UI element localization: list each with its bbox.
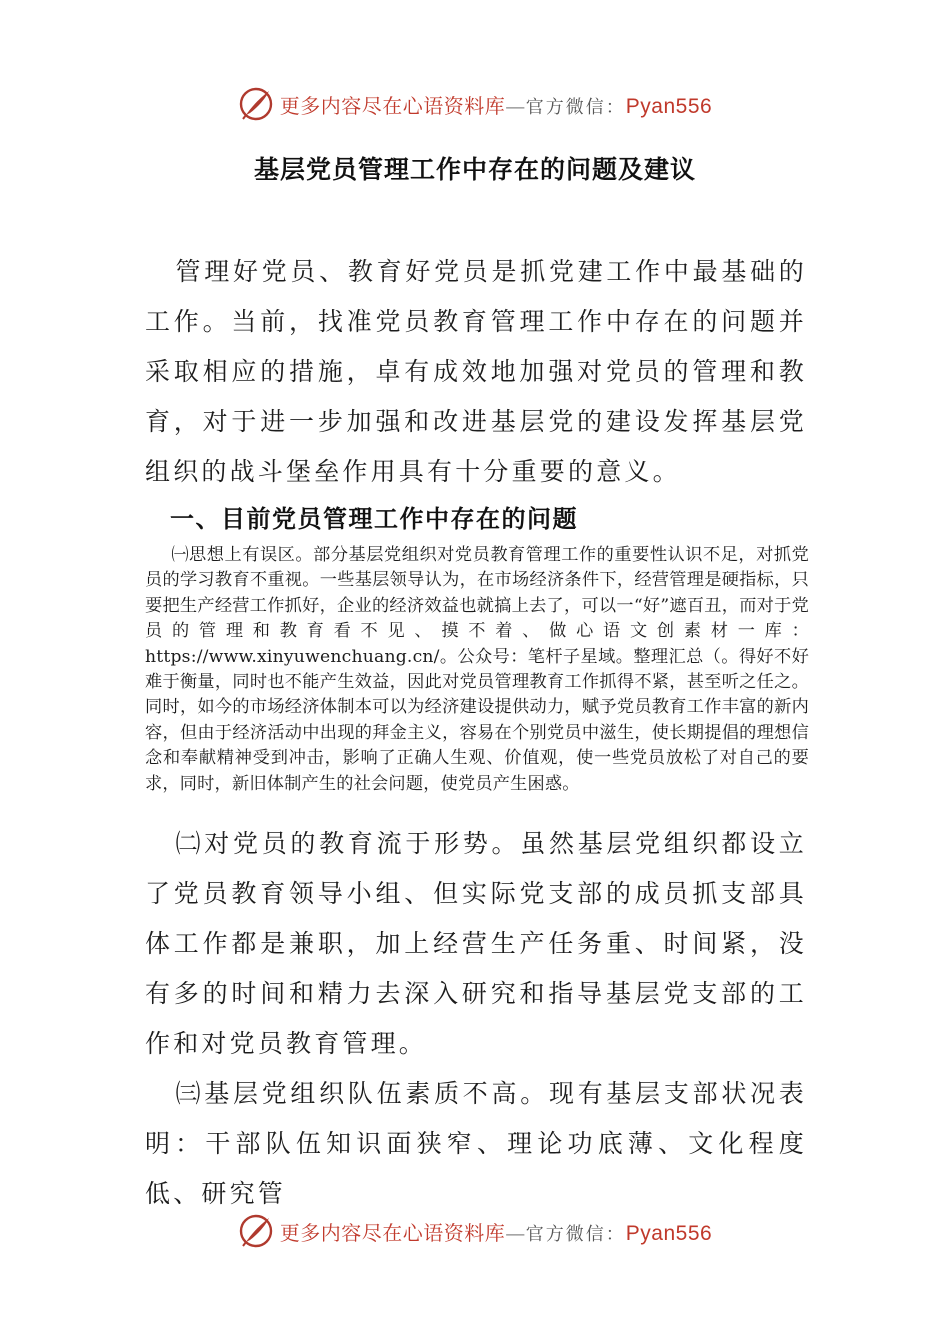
point-1-text: ㈠思想上有误区。部分基层党组织对党员教育管理工作的重要性认识不足，对抓党员的学习教育不重视。一些基层领导认为，在市场经济条件下，经营管理是硬指标，只要把生产经营工作抓好，企业的经济效益也就搞上去了，可以一“好”遮百丑，而对于党员的管理和教育看不见、摸不着、做心语文创素材一库：https://www.xinyuwenchuang.cn/。公众号：笔杆子星域。整理汇总（。得好不好难于衡量，同时也不能产生效益，因此对党员管理教育工作抓得不紧，甚至听之任之。同时，如今的市场经济体制本可以为经济建设提供动力，赋予党员教育工作丰富的新内容，但由于经济活动中出现的拜金主义，容易在个别党员中滋生，使长期提倡的理想信念和奉献精神受到冲击，影响了正确人生观、价值观，使一些党员放松了对自己的要求，同时，新旧体制产生的社会问题，使党员产生困惑。 [145, 545, 809, 794]
banner-wechat-id: Pyan556 [625, 94, 713, 118]
point-1-paragraph [145, 543, 809, 797]
section-heading: 一、目前党员管理工作中存在的问题 [170, 505, 578, 533]
banner-official: 官方微信： [525, 96, 626, 118]
point-3-paragraph [145, 1069, 807, 1219]
header-banner [0, 82, 950, 126]
footer-banner [0, 1209, 950, 1253]
document-title: 基层党员管理工作中存在的问题及建议 [253, 155, 696, 184]
banner-text [280, 90, 712, 119]
point-2-paragraph [145, 819, 807, 1069]
intro-paragraph [145, 247, 807, 497]
point-2-text: ㈡对党员的教育流于形势。虽然基层党组织都设立了党员教育领导小组、但实际党支部的成员抓支部具体工作都是兼职，加上经营生产任务重、时间紧，没有多的时间和精力去深入研究和指导基层党支部的工作和对党员教育管理。 [145, 829, 807, 1058]
quill-pen-logo-icon [238, 86, 274, 122]
banner-prefix: 更多内容尽在心语资料库 [279, 1220, 506, 1245]
banner-prefix: 更多内容尽在心语资料库 [279, 93, 506, 118]
banner-dash: — [505, 93, 526, 118]
point-3-text: ㈢基层党组织队伍素质不高。现有基层支部状况表明：干部队伍知识面狭窄、理论功底薄、文化程度低、研究管 [145, 1079, 807, 1208]
banner-wechat-id: Pyan556 [625, 1221, 713, 1245]
banner-text [280, 1217, 712, 1246]
intro-text: 管理好党员、教育好党员是抓党建工作中最基础的工作。当前，找准党员教育管理工作中存在的问题并采取相应的措施，卓有成效地加强对党员的管理和教育，对于进一步加强和改进基层党的建设发挥基层党组织的战斗堡垒作用具有十分重要的意义。 [145, 257, 807, 486]
banner-official: 官方微信： [525, 1223, 626, 1245]
quill-pen-logo-icon [238, 1213, 274, 1249]
banner-dash: — [505, 1220, 526, 1245]
